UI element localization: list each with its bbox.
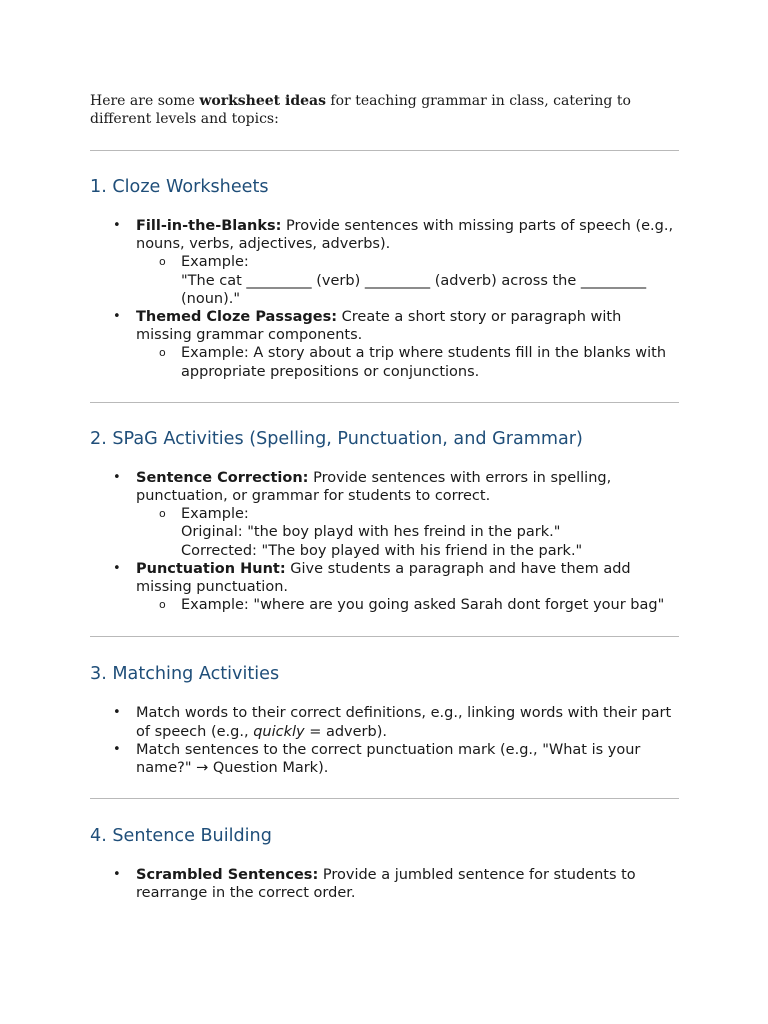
sub-item-original: Original: "the boy playd with hes freind in the park."	[181, 524, 561, 541]
sub-list-item	[181, 505, 679, 560]
item-text-before: Match words to their correct definitions, e.g., linking words with their part of speech (e.g.,	[136, 705, 672, 740]
section-divider	[90, 798, 679, 799]
sub-item-corrected: Corrected: "The boy played with his friend in the park."	[181, 542, 583, 559]
sub-list	[136, 253, 679, 308]
sub-list	[136, 505, 679, 560]
section-list-spag	[90, 469, 679, 615]
sub-item-text: "The cat _________ (verb) _________ (adverb) across the _________ (noun)."	[181, 272, 647, 307]
item-term: Fill-in-the-Blanks:	[136, 218, 282, 234]
section-divider	[90, 150, 679, 151]
section-list-sentence-building	[90, 866, 679, 902]
item-term: Themed Cloze Passages:	[136, 309, 338, 326]
item-term: Scrambled Sentences:	[136, 867, 319, 884]
item-text: Provide sentences with missing parts of speech (e.g., nouns, verbs, adjectives, adverbs).	[136, 218, 674, 253]
item-text: Provide sentences with errors in spelling, punctuation, or grammar for students to correct.	[136, 469, 612, 505]
section-heading-matching: 3. Matching Activities	[90, 664, 280, 685]
intro-text-after: for teaching grammar in class, catering to different levels and topics:	[90, 93, 631, 127]
sub-item-label: o Example:	[181, 506, 249, 523]
list-item	[136, 308, 679, 381]
intro-paragraph	[90, 93, 679, 128]
section-divider	[90, 636, 679, 637]
sub-item-text: Example: A story about a trip where students fill in the blanks with appropriate prepositions or conjunctions.	[181, 345, 667, 380]
list-item	[136, 741, 679, 777]
item-italic-word: quickly	[253, 723, 305, 740]
sub-list-item	[181, 596, 679, 614]
item-text-after: = adverb).	[304, 723, 387, 740]
sub-list-item	[181, 344, 679, 380]
list-item	[136, 704, 679, 740]
sub-list	[136, 596, 679, 614]
section-list-matching	[90, 704, 679, 777]
list-item	[136, 866, 679, 902]
item-term: Sentence Correction:	[136, 469, 309, 486]
intro-bold-phrase: worksheet ideas	[199, 93, 326, 109]
sub-item-text: Example: "where are you going asked Sarah dont forget your bag"	[181, 597, 665, 614]
item-text: Provide a jumbled sentence for students to rearrange in the correct order.	[136, 867, 636, 902]
sub-item-label: o Example:	[181, 254, 249, 271]
section-list-cloze	[90, 217, 679, 381]
item-term: Punctuation Hunt:	[136, 560, 286, 577]
list-item	[136, 469, 679, 560]
section-heading-spag: 2. SPaG Activities (Spelling, Punctuation, and Grammar)	[90, 428, 583, 449]
item-text: Create a short story or paragraph with missing grammar components.	[136, 309, 622, 344]
intro-text-before: Here are some	[90, 93, 200, 109]
item-text: Match sentences to the correct punctuation mark (e.g., "What is your name?" → Question Mark).	[136, 741, 641, 777]
sub-list-item	[181, 253, 679, 308]
document-page	[90, 93, 679, 903]
section-heading-cloze: 1. Cloze Worksheets	[90, 177, 269, 197]
section-heading-sentence-building: 4. Sentence Building	[90, 826, 272, 847]
list-item	[136, 217, 679, 308]
item-text: Give students a paragraph and have them add missing punctuation.	[136, 560, 631, 596]
section-divider	[90, 402, 679, 403]
sub-list	[136, 344, 679, 380]
list-item	[136, 560, 679, 615]
